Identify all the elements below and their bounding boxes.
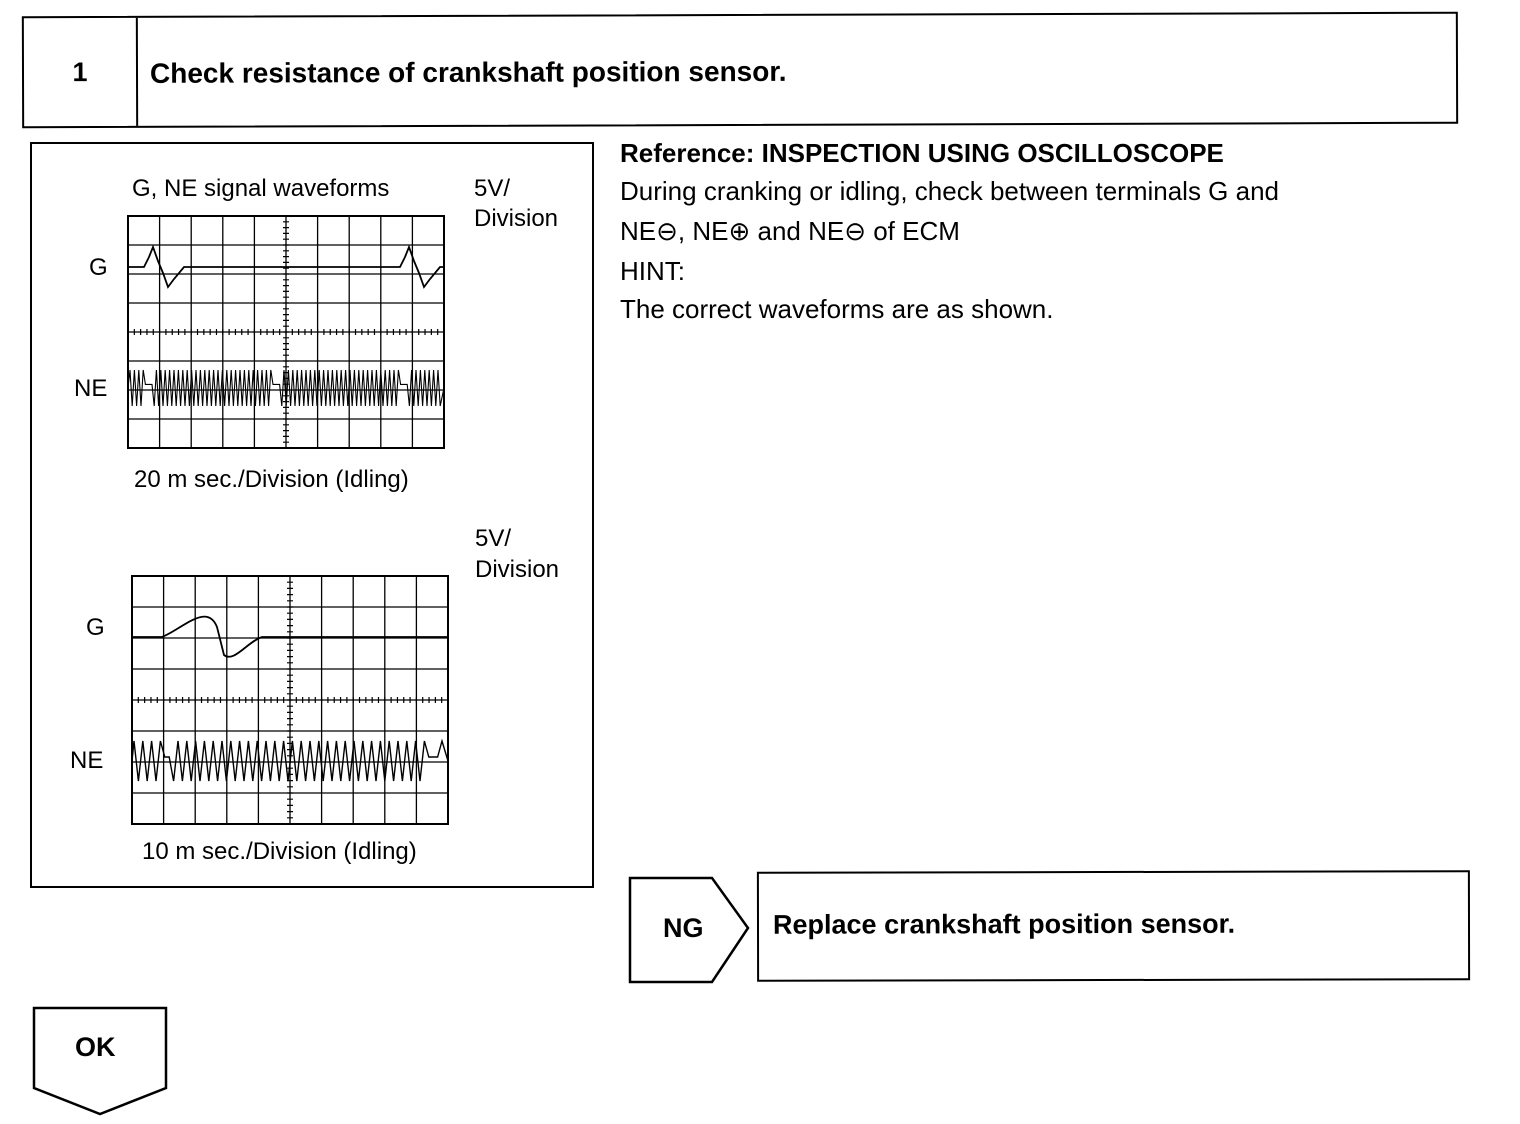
scope2-channel-ne: NE — [70, 747, 104, 774]
reference-line-2: NE⊖, NE⊕ and NE⊖ of ECM — [620, 216, 960, 246]
scope2-volts-line2: Division — [475, 556, 560, 583]
ng-label: NG — [663, 913, 704, 943]
scope1-timebase: 20 m sec./Division (Idling) — [134, 466, 409, 493]
step-header — [22, 12, 1458, 129]
scope2-channel-g: G — [86, 614, 105, 641]
hint-text: The correct waveforms are as shown. — [620, 294, 1054, 324]
reference-title: Reference: INSPECTION USING OSCILLOSCOPE — [620, 138, 1224, 168]
figure-header: G, NE signal waveforms — [132, 175, 390, 202]
ng-action-text: Replace crankshaft position sensor. — [772, 908, 1236, 940]
scope1-channel-ne: NE — [74, 375, 108, 402]
scope1-channel-g: G — [89, 254, 108, 281]
scope1-volts-line2: Division — [474, 205, 559, 232]
scope1-volts-line1: 5V/ — [474, 175, 511, 202]
oscilloscope-screen-1 — [128, 216, 444, 448]
hint-label: HINT: — [620, 256, 685, 286]
scope2-volts-line1: 5V/ — [475, 525, 512, 552]
ng-action-box — [757, 870, 1470, 981]
reference-line-1: During cranking or idling, check between terminals G and — [620, 176, 1280, 206]
oscilloscope-screen-2 — [132, 576, 448, 824]
ok-label: OK — [75, 1032, 116, 1062]
scope2-timebase: 10 m sec./Division (Idling) — [142, 838, 417, 865]
step-number: 1 — [24, 18, 138, 126]
step-title: Check resistance of crankshaft position sensor. — [149, 55, 787, 89]
